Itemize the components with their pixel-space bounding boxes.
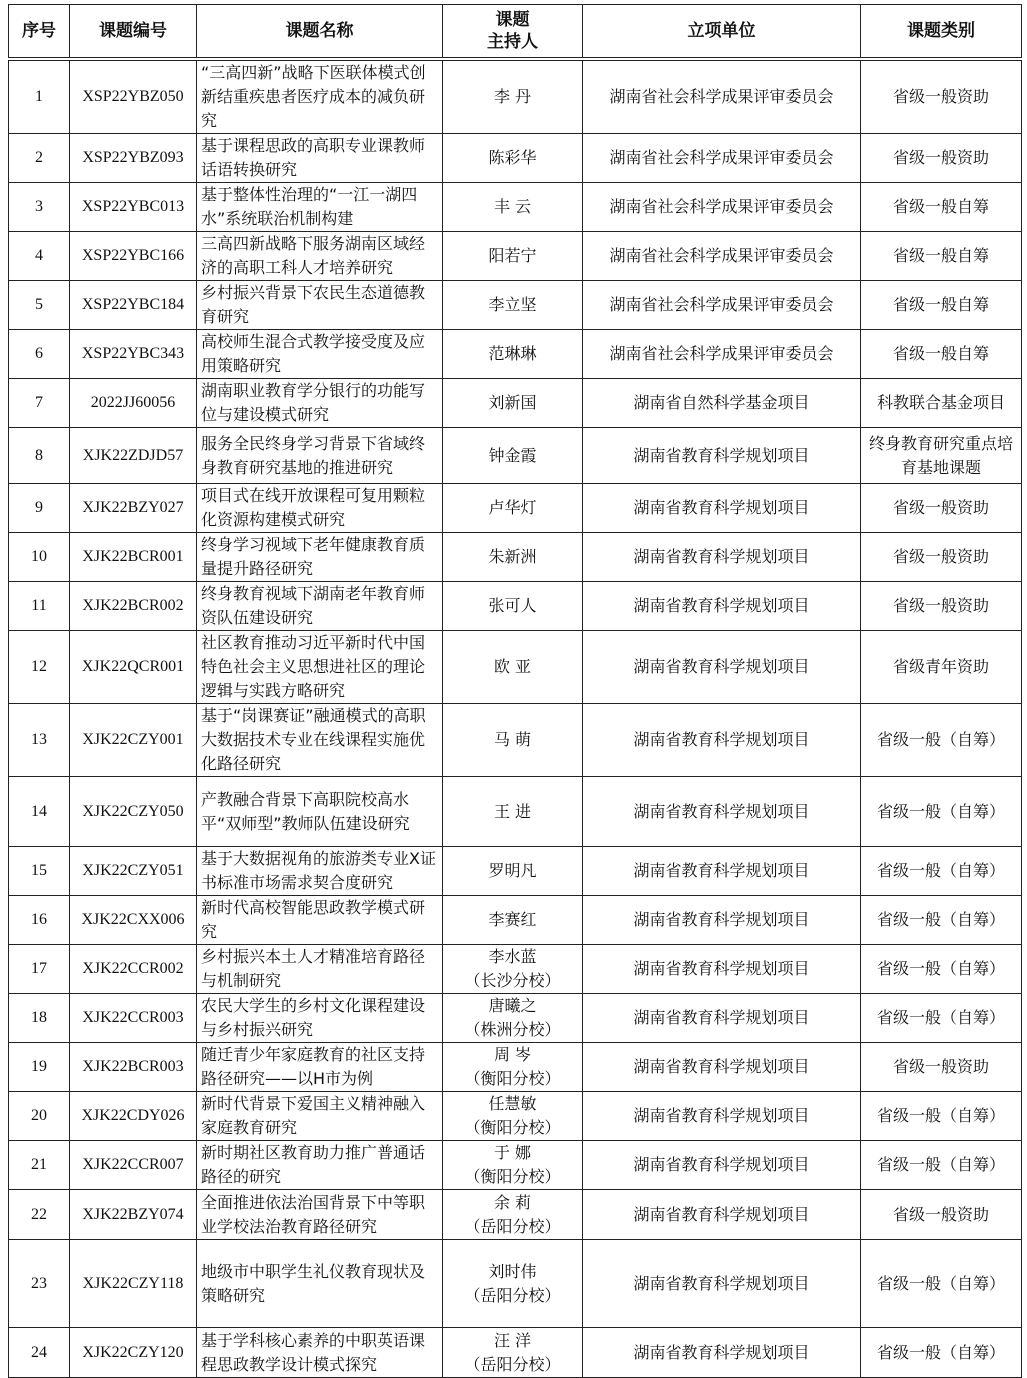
header-row — [9, 5, 1022, 58]
cell-idx: 23 — [9, 1240, 70, 1328]
cell-host: 余 莉 （岳阳分校） — [443, 1190, 583, 1240]
cell-type: 省级一般资助 — [861, 61, 1022, 134]
cell-code: XJK22CZY120 — [70, 1328, 197, 1378]
table-row — [9, 704, 1022, 777]
cell-code: XSP22YBZ093 — [70, 134, 197, 183]
cell-idx: 22 — [9, 1190, 70, 1240]
cell-host: 阳若宁 — [443, 232, 583, 281]
cell-name: 基于整体性治理的“一江一湖四水”系统联治机制构建 — [197, 183, 443, 232]
cell-code: XJK22BCR002 — [70, 582, 197, 631]
cell-code: XJK22CZY050 — [70, 777, 197, 847]
cell-type: 省级一般自筹 — [861, 232, 1022, 281]
cell-name: 全面推进依法治国背景下中等职业学校法治教育路径研究 — [197, 1190, 443, 1240]
cell-idx: 21 — [9, 1141, 70, 1190]
cell-unit: 湖南省教育科学规划项目 — [583, 1328, 861, 1378]
cell-unit: 湖南省教育科学规划项目 — [583, 1092, 861, 1141]
cell-host: 陈彩华 — [443, 134, 583, 183]
table-row — [9, 281, 1022, 330]
table-row — [9, 582, 1022, 631]
cell-idx: 18 — [9, 994, 70, 1043]
cell-host: 李赛红 — [443, 896, 583, 945]
cell-code: XJK22CCR007 — [70, 1141, 197, 1190]
cell-code: XJK22BZY074 — [70, 1190, 197, 1240]
header-unit: 立项单位 — [583, 5, 861, 58]
cell-type: 省级青年资助 — [861, 631, 1022, 704]
cell-host: 朱新洲 — [443, 533, 583, 582]
cell-unit: 湖南省教育科学规划项目 — [583, 1043, 861, 1092]
cell-code: XJK22QCR001 — [70, 631, 197, 704]
cell-type: 省级一般（自筹） — [861, 994, 1022, 1043]
cell-name: 新时代高校智能思政教学模式研究 — [197, 896, 443, 945]
cell-unit: 湖南省教育科学规划项目 — [583, 582, 861, 631]
cell-host: 马 萌 — [443, 704, 583, 777]
cell-idx: 20 — [9, 1092, 70, 1141]
cell-name: 项目式在线开放课程可复用颗粒化资源构建模式研究 — [197, 484, 443, 533]
cell-host: 任慧敏 （衡阳分校） — [443, 1092, 583, 1141]
cell-unit: 湖南省教育科学规划项目 — [583, 484, 861, 533]
cell-idx: 12 — [9, 631, 70, 704]
table-row — [9, 428, 1022, 484]
cell-name: 基于大数据视角的旅游类专业X证书标准市场需求契合度研究 — [197, 847, 443, 896]
cell-type: 终身教育研究重点培育基地课题 — [861, 428, 1022, 484]
cell-type: 省级一般（自筹） — [861, 1141, 1022, 1190]
cell-host: 周 岑 （衡阳分校） — [443, 1043, 583, 1092]
header-idx: 序号 — [9, 5, 70, 58]
cell-idx: 6 — [9, 330, 70, 379]
cell-type: 省级一般自筹 — [861, 183, 1022, 232]
cell-name: 湖南职业教育学分银行的功能写位与建设模式研究 — [197, 379, 443, 428]
table-row — [9, 1190, 1022, 1240]
cell-type: 省级一般（自筹） — [861, 945, 1022, 994]
table-row — [9, 61, 1022, 134]
cell-unit: 湖南省教育科学规划项目 — [583, 704, 861, 777]
cell-code: XJK22ZDJD57 — [70, 428, 197, 484]
cell-unit: 湖南省教育科学规划项目 — [583, 631, 861, 704]
project-table — [8, 4, 1022, 1378]
cell-name: 服务全民终身学习背景下省域终身教育研究基地的推进研究 — [197, 428, 443, 484]
header-type: 课题类别 — [861, 5, 1022, 58]
table-row — [9, 896, 1022, 945]
cell-code: XSP22YBC184 — [70, 281, 197, 330]
cell-type: 省级一般自筹 — [861, 330, 1022, 379]
cell-unit: 湖南省教育科学规划项目 — [583, 847, 861, 896]
cell-host: 李水蓝 （长沙分校） — [443, 945, 583, 994]
cell-code: XJK22CZY001 — [70, 704, 197, 777]
cell-unit: 湖南省教育科学规划项目 — [583, 896, 861, 945]
cell-name: 地级市中职学生礼仪教育现状及策略研究 — [197, 1240, 443, 1328]
cell-name: 基于课程思政的高职专业课教师话语转换研究 — [197, 134, 443, 183]
cell-type: 科教联合基金项目 — [861, 379, 1022, 428]
cell-code: XJK22CXX006 — [70, 896, 197, 945]
cell-host: 刘时伟 （岳阳分校） — [443, 1240, 583, 1328]
header-name: 课题名称 — [197, 5, 443, 58]
cell-code: XJK22CCR003 — [70, 994, 197, 1043]
table-row — [9, 847, 1022, 896]
cell-idx: 16 — [9, 896, 70, 945]
cell-idx: 19 — [9, 1043, 70, 1092]
cell-idx: 13 — [9, 704, 70, 777]
cell-name: 终身教育视域下湖南老年教育师资队伍建设研究 — [197, 582, 443, 631]
cell-unit: 湖南省教育科学规划项目 — [583, 777, 861, 847]
cell-type: 省级一般（自筹） — [861, 896, 1022, 945]
cell-host: 钟金霞 — [443, 428, 583, 484]
cell-unit: 湖南省教育科学规划项目 — [583, 1240, 861, 1328]
cell-unit: 湖南省社会科学成果评审委员会 — [583, 281, 861, 330]
cell-code: XJK22BCR001 — [70, 533, 197, 582]
cell-code: XJK22CDY026 — [70, 1092, 197, 1141]
cell-name: 乡村振兴本土人才精准培育路径与机制研究 — [197, 945, 443, 994]
cell-unit: 湖南省社会科学成果评审委员会 — [583, 134, 861, 183]
cell-type: 省级一般资助 — [861, 1190, 1022, 1240]
cell-idx: 17 — [9, 945, 70, 994]
cell-idx: 4 — [9, 232, 70, 281]
cell-host: 汪 洋 （岳阳分校） — [443, 1328, 583, 1378]
table-row — [9, 631, 1022, 704]
table-row — [9, 330, 1022, 379]
table-row — [9, 183, 1022, 232]
table-row — [9, 777, 1022, 847]
cell-type: 省级一般（自筹） — [861, 1092, 1022, 1141]
cell-host: 罗明凡 — [443, 847, 583, 896]
table-row — [9, 1141, 1022, 1190]
cell-code: XJK22BCR003 — [70, 1043, 197, 1092]
table-row — [9, 1328, 1022, 1378]
cell-unit: 湖南省社会科学成果评审委员会 — [583, 61, 861, 134]
cell-name: 基于学科核心素养的中职英语课程思政教学设计模式探究 — [197, 1328, 443, 1378]
cell-type: 省级一般（自筹） — [861, 777, 1022, 847]
table-row — [9, 379, 1022, 428]
table-row — [9, 994, 1022, 1043]
cell-type: 省级一般（自筹） — [861, 1328, 1022, 1378]
table-row — [9, 1240, 1022, 1328]
cell-host: 唐曦之 （株洲分校） — [443, 994, 583, 1043]
cell-host: 卢华灯 — [443, 484, 583, 533]
cell-host: 于 娜 （衡阳分校） — [443, 1141, 583, 1190]
cell-idx: 11 — [9, 582, 70, 631]
cell-idx: 7 — [9, 379, 70, 428]
cell-type: 省级一般资助 — [861, 1043, 1022, 1092]
cell-name: 随迁青少年家庭教育的社区支持路径研究——以H市为例 — [197, 1043, 443, 1092]
cell-name: 基于“岗课赛证”融通模式的高职大数据技术专业在线课程实施优化路径研究 — [197, 704, 443, 777]
cell-unit: 湖南省社会科学成果评审委员会 — [583, 330, 861, 379]
cell-type: 省级一般（自筹） — [861, 704, 1022, 777]
cell-type: 省级一般自筹 — [861, 281, 1022, 330]
cell-type: 省级一般资助 — [861, 134, 1022, 183]
cell-host: 张可人 — [443, 582, 583, 631]
table-row — [9, 232, 1022, 281]
cell-name: 新时代背景下爱国主义精神融入家庭教育研究 — [197, 1092, 443, 1141]
table-row — [9, 134, 1022, 183]
cell-name: 乡村振兴背景下农民生态道德教育研究 — [197, 281, 443, 330]
cell-idx: 15 — [9, 847, 70, 896]
table-row — [9, 1092, 1022, 1141]
cell-unit: 湖南省社会科学成果评审委员会 — [583, 183, 861, 232]
cell-unit: 湖南省教育科学规划项目 — [583, 945, 861, 994]
cell-host: 李立坚 — [443, 281, 583, 330]
cell-host: 李 丹 — [443, 61, 583, 134]
cell-type: 省级一般（自筹） — [861, 847, 1022, 896]
cell-host: 范琳琳 — [443, 330, 583, 379]
cell-type: 省级一般（自筹） — [861, 1240, 1022, 1328]
cell-name: 三高四新战略下服务湖南区域经济的高职工科人才培养研究 — [197, 232, 443, 281]
cell-code: XJK22CZY118 — [70, 1240, 197, 1328]
header-code: 课题编号 — [70, 5, 197, 58]
cell-code: XSP22YBZ050 — [70, 61, 197, 134]
cell-unit: 湖南省教育科学规划项目 — [583, 994, 861, 1043]
cell-code: XSP22YBC343 — [70, 330, 197, 379]
cell-idx: 10 — [9, 533, 70, 582]
cell-code: XJK22BZY027 — [70, 484, 197, 533]
cell-host: 丰 云 — [443, 183, 583, 232]
cell-unit: 湖南省社会科学成果评审委员会 — [583, 232, 861, 281]
cell-code: 2022JJ60056 — [70, 379, 197, 428]
cell-code: XJK22CZY051 — [70, 847, 197, 896]
cell-type: 省级一般资助 — [861, 582, 1022, 631]
cell-type: 省级一般资助 — [861, 533, 1022, 582]
cell-code: XJK22CCR002 — [70, 945, 197, 994]
cell-unit: 湖南省教育科学规划项目 — [583, 533, 861, 582]
cell-idx: 9 — [9, 484, 70, 533]
cell-host: 王 进 — [443, 777, 583, 847]
cell-type: 省级一般资助 — [861, 484, 1022, 533]
cell-name: 社区教育推动习近平新时代中国特色社会主义思想进社区的理论逻辑与实践方略研究 — [197, 631, 443, 704]
cell-name: 新时期社区教育助力推广普通话路径的研究 — [197, 1141, 443, 1190]
cell-idx: 1 — [9, 61, 70, 134]
table-body — [9, 61, 1022, 1378]
cell-code: XSP22YBC166 — [70, 232, 197, 281]
cell-unit: 湖南省自然科学基金项目 — [583, 379, 861, 428]
cell-name: 终身学习视域下老年健康教育质量提升路径研究 — [197, 533, 443, 582]
cell-idx: 8 — [9, 428, 70, 484]
cell-unit: 湖南省教育科学规划项目 — [583, 1141, 861, 1190]
cell-name: 高校师生混合式教学接受度及应用策略研究 — [197, 330, 443, 379]
cell-idx: 5 — [9, 281, 70, 330]
cell-unit: 湖南省教育科学规划项目 — [583, 428, 861, 484]
cell-host: 欧 亚 — [443, 631, 583, 704]
table-row — [9, 945, 1022, 994]
cell-name: 产教融合背景下高职院校高水平“双师型”教师队伍建设研究 — [197, 777, 443, 847]
cell-idx: 14 — [9, 777, 70, 847]
cell-code: XSP22YBC013 — [70, 183, 197, 232]
table-row — [9, 1043, 1022, 1092]
cell-host: 刘新国 — [443, 379, 583, 428]
table-row — [9, 484, 1022, 533]
cell-name: “三高四新”战略下医联体模式创新结重疾患者医疗成本的减负研究 — [197, 61, 443, 134]
cell-idx: 3 — [9, 183, 70, 232]
cell-idx: 24 — [9, 1328, 70, 1378]
cell-unit: 湖南省教育科学规划项目 — [583, 1190, 861, 1240]
header-host: 课题 主持人 — [443, 5, 583, 58]
cell-idx: 2 — [9, 134, 70, 183]
cell-name: 农民大学生的乡村文化课程建设与乡村振兴研究 — [197, 994, 443, 1043]
table-row — [9, 533, 1022, 582]
